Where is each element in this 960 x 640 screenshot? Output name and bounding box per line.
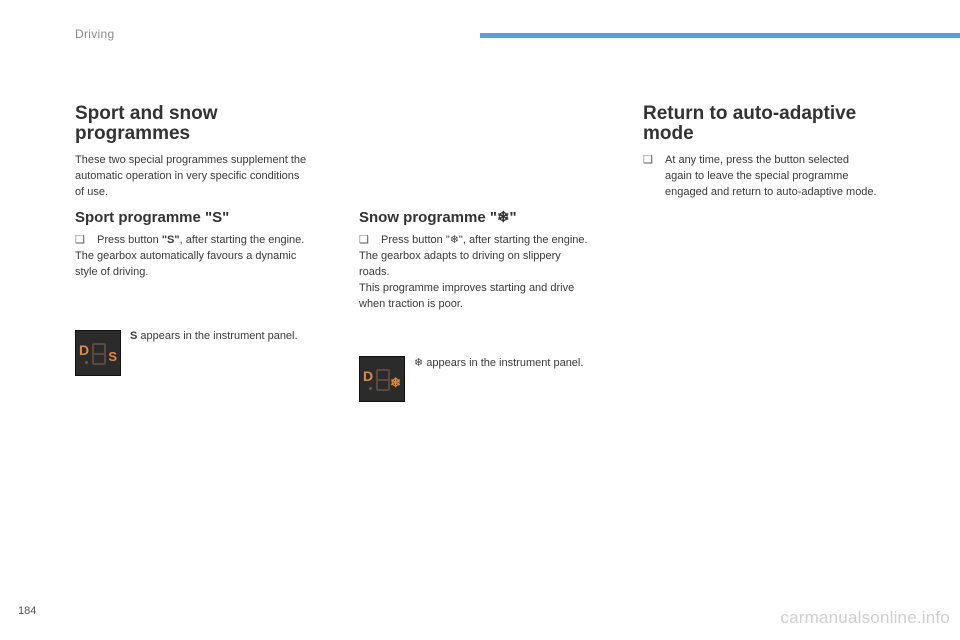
snowflake-icon: ❄ [390,375,401,390]
auto-adaptive-title [643,104,856,144]
drive-letter: D [79,342,90,358]
snow-line: The gearbox adapts to driving on slippery [359,250,561,262]
sport-bullet-pre: Press button [97,234,162,246]
snow-indicator-panel [359,356,405,402]
checkbox-bullet-icon: ❑ [643,154,653,166]
sport-indicator-text: appears in the instrument panel. [137,330,298,342]
snow-bullet-text: Press button "❄", after starting the engine. [381,234,588,246]
snow-programme-heading: Snow programme "❄" [359,209,517,226]
indicator-dot [369,387,372,390]
drive-letter: D [363,368,374,384]
intro-line: These two special programmes supplement the [75,154,307,166]
header-accent-bar [480,33,960,38]
snowflake-icon: ❄ [414,357,424,369]
auto-adaptive-title-line1: Return to auto-adaptive [643,103,857,124]
sport-line: style of driving. [75,266,149,278]
snow-indicator-caption [414,355,583,371]
sport-snow-intro [75,152,306,200]
checkbox-bullet-icon: ❑ [75,234,85,246]
auto-adaptive-text [643,152,923,200]
sport-snow-title-line1: Sport and snow [75,103,218,124]
sport-button-label: "S" [161,234,180,246]
snow-line: roads. [359,266,390,278]
sport-snow-title [75,104,218,144]
snow-indicator-text: appears in the instrument panel. [423,357,584,369]
indicator-dot [85,361,88,364]
section-label: Driving [75,27,115,41]
sport-indicator-caption [130,328,298,344]
sport-bullet-post: , after starting the engine. [179,234,305,246]
gear-digit-segment [93,353,105,355]
sport-indicator-letter: S [130,330,138,342]
gear-digit-segment [377,379,389,381]
sport-indicator-panel [75,330,121,376]
auto-line: engaged and return to auto-adaptive mode. [665,186,877,198]
auto-adaptive-title-line2: mode [643,123,694,144]
sport-line: The gearbox automatically favours a dynamic [75,250,297,262]
page-number: 184 [18,605,37,617]
sport-snow-title-line2: programmes [75,123,191,144]
intro-line: automatic operation in very specific conditions [75,170,300,182]
sport-programme-heading: Sport programme "S" [75,209,230,226]
sport-mode-tag: S [108,349,117,364]
auto-line: At any time, press the button selected [665,154,850,166]
intro-line: of use. [75,186,109,198]
snow-line: when traction is poor. [359,298,463,310]
sport-programme-text [75,232,345,280]
snow-programme-text [359,232,629,312]
checkbox-bullet-icon: ❑ [359,234,369,246]
watermark: carmanualsonline.info [780,608,950,627]
snow-line: This programme improves starting and drive [359,282,575,294]
auto-line: again to leave the special programme [665,170,849,182]
